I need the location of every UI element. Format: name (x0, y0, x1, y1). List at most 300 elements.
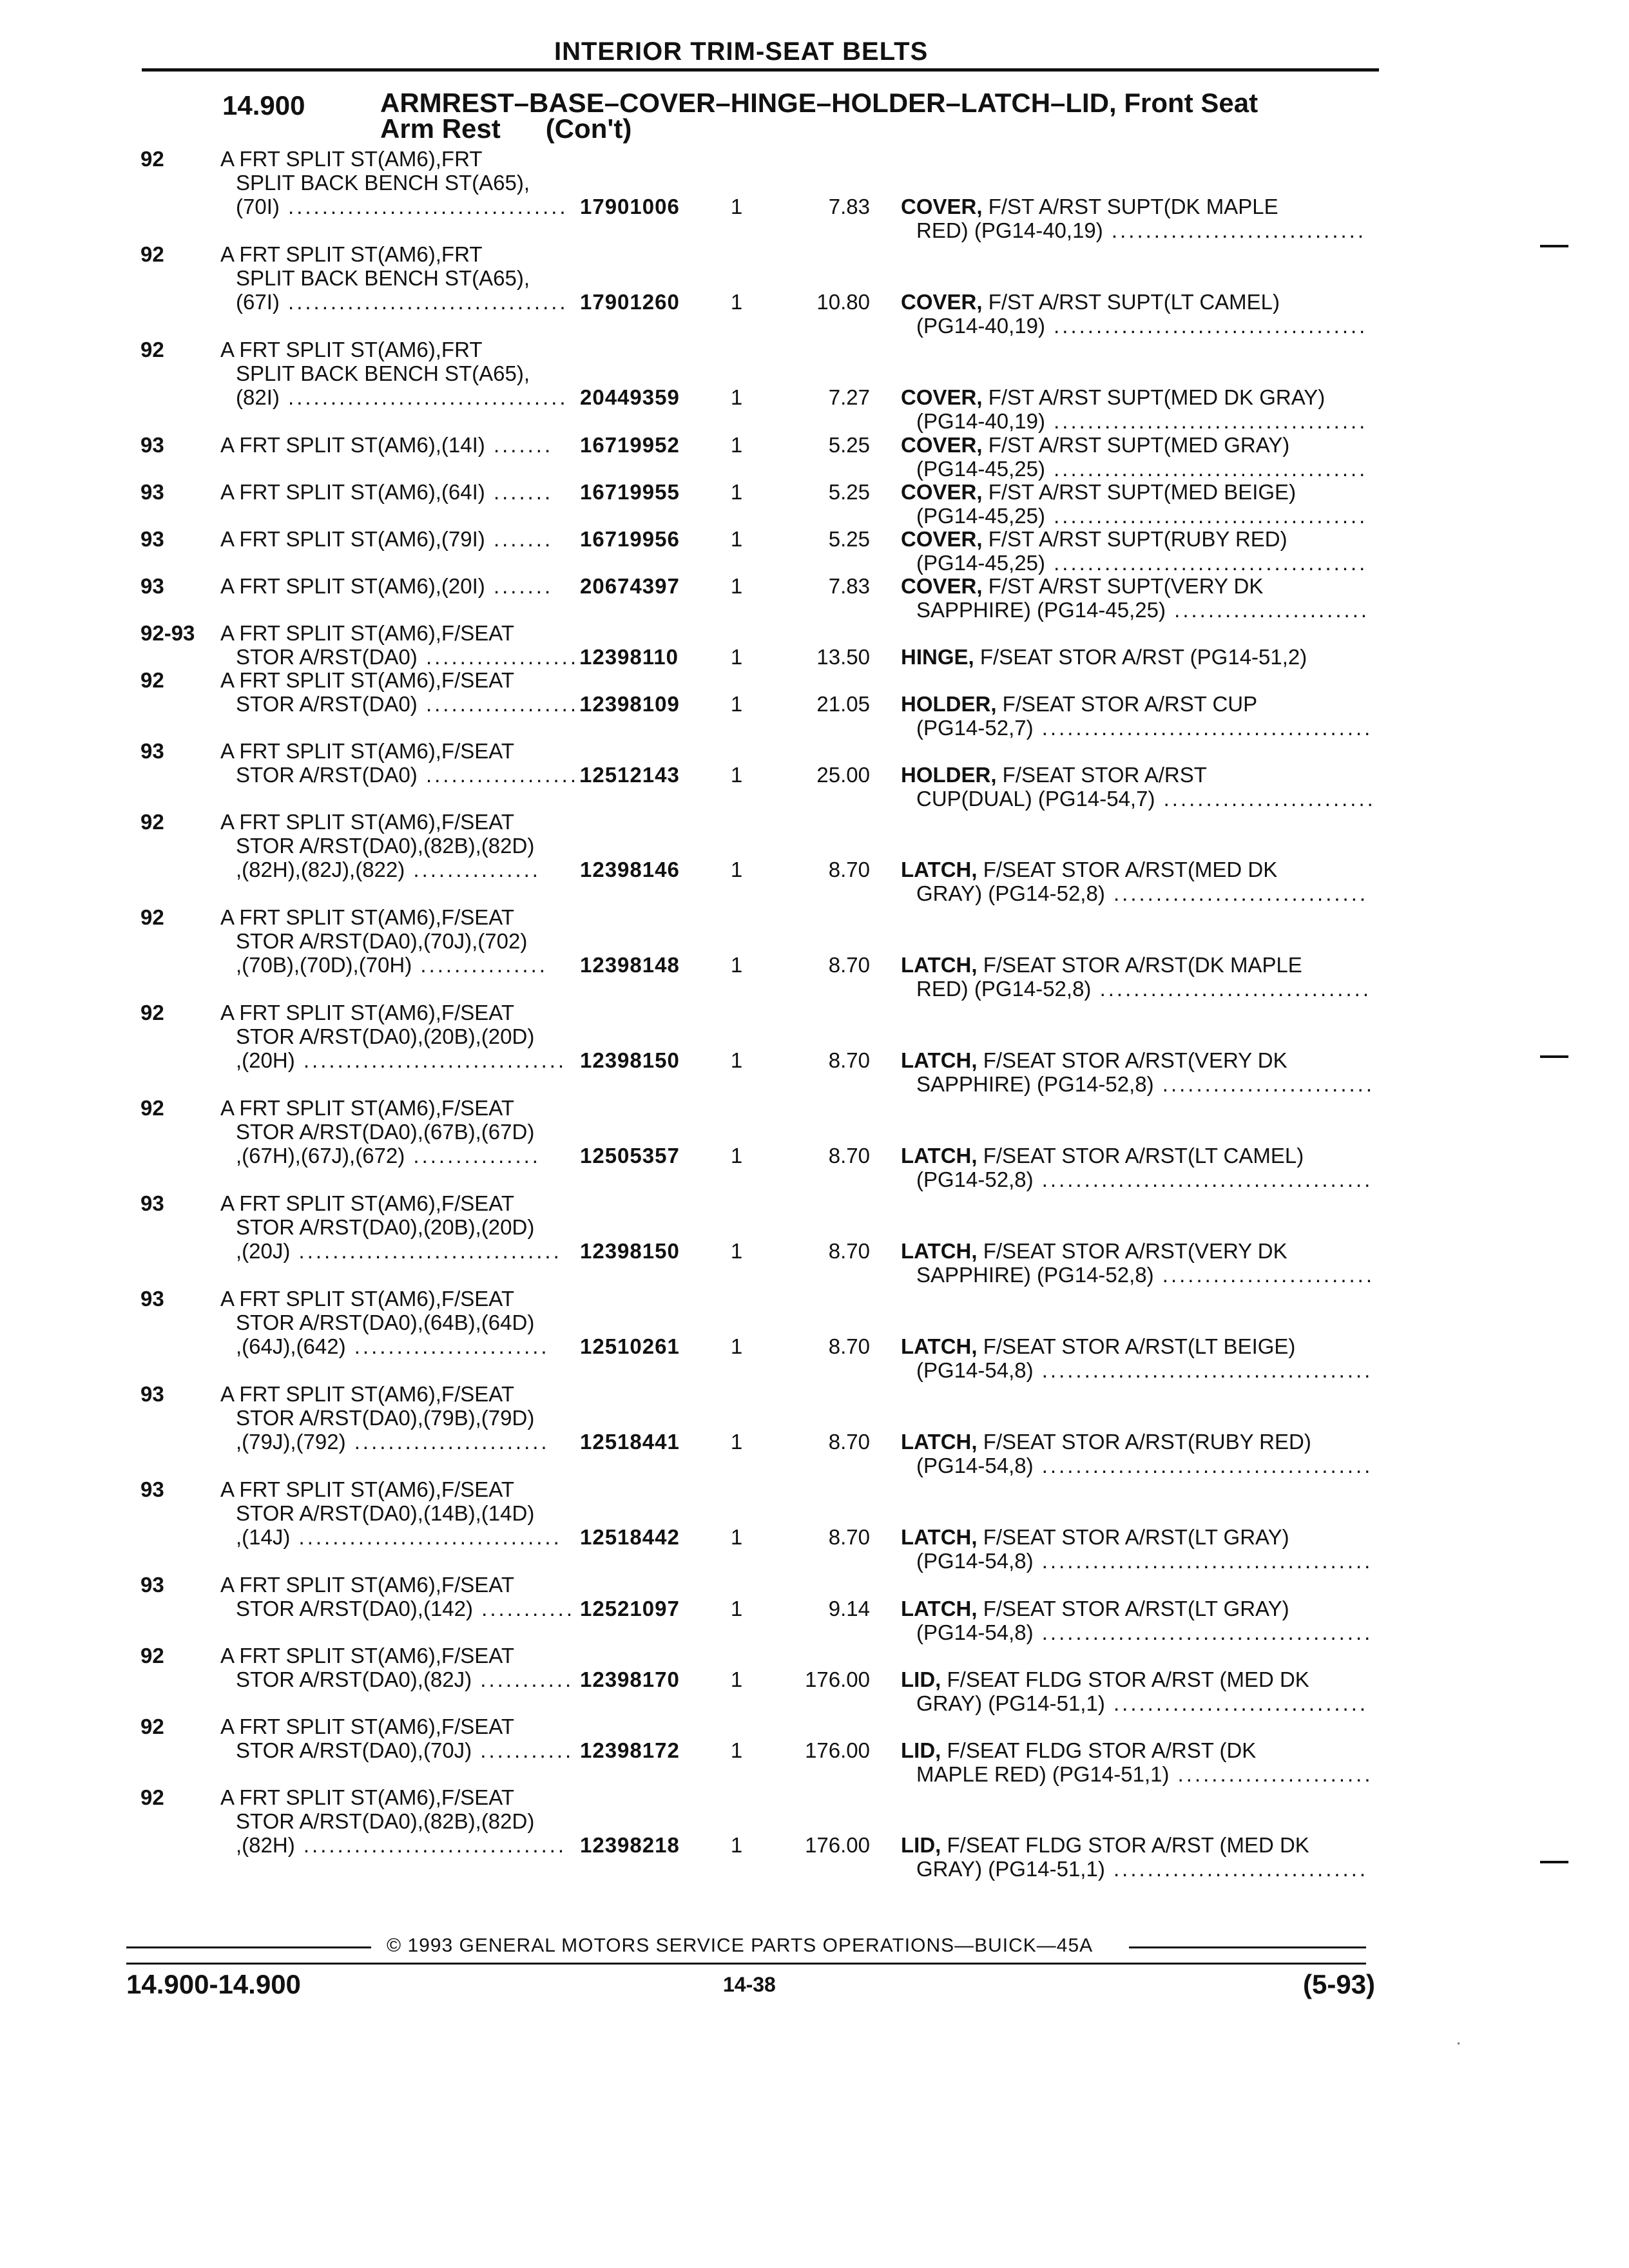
part-number: 12512143 (580, 763, 680, 787)
usage-line (220, 1001, 568, 1024)
usage-text: A FRT SPLIT ST(AM6),F/SEAT (220, 1644, 514, 1667)
usage-text: A FRT SPLIT ST(AM6),FRT (220, 147, 483, 171)
part-description-text: LATCH, F/SEAT STOR A/RST(LT BEIGE) (901, 1334, 1296, 1358)
usage-line (220, 1573, 568, 1597)
usage-description (220, 338, 568, 409)
part-description-line (901, 977, 1378, 1001)
part-description-text: SAPPHIRE) (PG14-52,8) (916, 1072, 1154, 1096)
usage-text: ,(82H),(82J),(822) (236, 858, 405, 881)
quantity: 1 (730, 1597, 743, 1620)
usage-text: ,(82H) (236, 1833, 295, 1857)
usage-text: A FRT SPLIT ST(AM6),F/SEAT (220, 1096, 514, 1120)
usage-text: STOR A/RST(DA0),(20B),(20D) (236, 1215, 535, 1239)
usage-text: SPLIT BACK BENCH ST(A65), (236, 361, 530, 385)
leader-dots: ....... (485, 527, 554, 551)
usage-text: SPLIT BACK BENCH ST(A65), (236, 171, 530, 195)
usage-description (220, 1785, 568, 1857)
leader-dots: ........... (472, 1667, 574, 1691)
part-description-line (901, 1168, 1378, 1191)
quantity: 1 (730, 953, 743, 977)
usage-line (220, 739, 568, 763)
usage-text: STOR A/RST(DA0),(82B),(82D) (236, 1809, 535, 1833)
part-description-text: SAPPHIRE) (PG14-52,8) (916, 1263, 1154, 1287)
usage-description (220, 668, 588, 716)
part-description-line (901, 1263, 1378, 1287)
illustration-number: 92-93 (140, 621, 195, 645)
usage-text: STOR A/RST(DA0),(70J) (236, 1738, 472, 1762)
part-description-line (901, 787, 1378, 811)
usage-text: STOR A/RST(DA0),(82B),(82D) (236, 834, 535, 858)
leader-dots: ....................................... (1033, 1168, 1373, 1191)
leader-dots: ........... (472, 1738, 574, 1762)
part-number: 12398150 (580, 1239, 680, 1263)
usage-text: A FRT SPLIT ST(AM6),FRT (220, 242, 483, 266)
part-description-line (901, 195, 1378, 218)
part-description-line (901, 1144, 1378, 1168)
part-number: 12398109 (580, 692, 680, 716)
part-description-line (901, 314, 1378, 338)
section-code: 14.900 (222, 90, 305, 120)
part-description-text: COVER, F/ST A/RST SUPT(RUBY RED) (901, 527, 1287, 551)
price: 5.25 (828, 480, 870, 504)
section-title-line2-wrap (380, 113, 1258, 144)
part-number: 17901006 (580, 195, 680, 218)
illustration-number: 92 (140, 668, 164, 692)
part-description-line (901, 433, 1378, 457)
page-header-title: INTERIOR TRIM-SEAT BELTS (554, 37, 929, 66)
part-number: 12398150 (580, 1048, 680, 1072)
part-number: 12521097 (580, 1597, 680, 1620)
leader-dots: ............... (405, 1144, 541, 1168)
usage-line (220, 1644, 568, 1667)
usage-text: A FRT SPLIT ST(AM6),F/SEAT (220, 1287, 514, 1311)
usage-description (220, 574, 568, 598)
part-description-text: (PG14-54,8) (916, 1620, 1034, 1644)
usage-text: SPLIT BACK BENCH ST(A65), (236, 266, 530, 290)
price: 8.70 (828, 1334, 870, 1358)
leader-dots: ................... (417, 763, 588, 787)
quantity: 1 (730, 480, 743, 504)
leader-dots: ................... (417, 645, 588, 669)
part-description-text: HOLDER, F/SEAT STOR A/RST (901, 763, 1207, 787)
part-number: 16719956 (580, 527, 680, 551)
scan-speck (1458, 2042, 1460, 2044)
usage-text: A FRT SPLIT ST(AM6),F/SEAT (220, 810, 514, 834)
part-description-line (901, 953, 1378, 977)
part-description-line (901, 480, 1378, 504)
usage-line (220, 290, 568, 314)
usage-text: A FRT SPLIT ST(AM6),F/SEAT (220, 1715, 514, 1738)
part-description-line (901, 1358, 1378, 1382)
usage-line (220, 1738, 574, 1762)
leader-dots: ............... (405, 858, 541, 881)
usage-text: STOR A/RST(DA0),(20B),(20D) (236, 1024, 535, 1048)
usage-line (220, 147, 568, 171)
price: 5.25 (828, 433, 870, 457)
leader-dots: ................................. (279, 195, 568, 218)
illustration-number: 92 (140, 810, 164, 834)
usage-line (220, 1239, 568, 1263)
illustration-number: 92 (140, 1715, 164, 1738)
usage-description (220, 527, 568, 551)
price: 7.83 (828, 195, 870, 218)
part-description (901, 195, 1378, 242)
usage-line (220, 1785, 568, 1809)
part-description-line (901, 1620, 1378, 1644)
header-rule (142, 68, 1379, 72)
usage-text: STOR A/RST(DA0) (236, 763, 418, 787)
part-description-text: GRAY) (PG14-52,8) (916, 881, 1105, 905)
usage-line (220, 361, 568, 385)
part-description (901, 858, 1378, 905)
part-description-text: COVER, F/ST A/RST SUPT(MED GRAY) (901, 433, 1290, 457)
part-number: 12518442 (580, 1525, 680, 1549)
part-description (901, 290, 1378, 338)
price: 8.70 (828, 1239, 870, 1263)
part-description-text: LATCH, F/SEAT STOR A/RST(LT GRAY) (901, 1597, 1289, 1620)
part-description-line (901, 692, 1378, 716)
part-number: 16719952 (580, 433, 680, 457)
part-description-text: RED) (PG14-52,8) (916, 977, 1092, 1001)
part-number: 12398146 (580, 858, 680, 881)
part-description-text: (PG14-54,8) (916, 1549, 1034, 1573)
part-description-line (901, 504, 1378, 528)
usage-line (220, 574, 568, 598)
usage-line (220, 1311, 568, 1334)
part-description-line (901, 645, 1378, 669)
usage-line (220, 1809, 568, 1833)
part-description-line (901, 881, 1378, 905)
leader-dots: ..................................... (1045, 409, 1368, 433)
quantity: 1 (730, 574, 743, 598)
usage-line (220, 1144, 568, 1168)
usage-line (220, 1430, 568, 1454)
usage-line (220, 1477, 568, 1501)
quantity: 1 (730, 645, 743, 669)
part-description (901, 1738, 1378, 1786)
usage-description (220, 1477, 568, 1549)
usage-line (220, 1597, 575, 1620)
price: 176.00 (805, 1667, 870, 1691)
usage-text: STOR A/RST(DA0),(142) (236, 1597, 473, 1620)
usage-text: (67I) (236, 290, 280, 314)
leader-dots: .............................. (1103, 218, 1366, 242)
usage-text: A FRT SPLIT ST(AM6),F/SEAT (220, 1382, 514, 1406)
part-description-text: COVER, F/ST A/RST SUPT(DK MAPLE (901, 195, 1278, 218)
leader-dots: ..................................... (1045, 551, 1368, 575)
leader-dots: ......................... (1155, 787, 1376, 811)
part-description (901, 1239, 1378, 1287)
usage-line (220, 480, 568, 504)
part-number: 12398172 (580, 1738, 680, 1762)
part-description-text: LATCH, F/SEAT STOR A/RST(VERY DK (901, 1048, 1287, 1072)
part-number: 12398148 (580, 953, 680, 977)
usage-line (220, 810, 568, 834)
usage-description (220, 1715, 574, 1762)
part-description (901, 763, 1378, 811)
usage-description (220, 810, 568, 881)
part-description-text: (PG14-40,19) (916, 314, 1045, 338)
section-title-line1: ARMREST–BASE–COVER–HINGE–HOLDER–LATCH–LID, Front Seat (380, 88, 1258, 118)
usage-description (220, 621, 588, 669)
leader-dots: ..................................... (1045, 504, 1368, 528)
leader-dots: ............................... (290, 1525, 562, 1549)
usage-description (220, 1001, 568, 1072)
illustration-number: 93 (140, 1382, 164, 1406)
part-description-line (901, 1430, 1378, 1454)
part-description (901, 1525, 1378, 1573)
price: 21.05 (816, 692, 870, 716)
leader-dots: ....... (485, 480, 554, 504)
part-description (901, 1334, 1378, 1382)
usage-text: ,(20H) (236, 1048, 295, 1072)
usage-line (220, 195, 568, 218)
usage-line (220, 266, 568, 290)
usage-text: A FRT SPLIT ST(AM6),(14I) (220, 433, 485, 457)
footer-rule (126, 1963, 1366, 1965)
usage-description (220, 433, 568, 457)
usage-description (220, 480, 568, 504)
part-description-line (901, 385, 1378, 409)
usage-text: A FRT SPLIT ST(AM6),F/SEAT (220, 668, 514, 692)
illustration-number: 93 (140, 739, 164, 763)
part-number: 12518441 (580, 1430, 680, 1454)
section-title-continued: (Con't) (545, 113, 632, 144)
illustration-number: 93 (140, 1287, 164, 1311)
part-description-text: LATCH, F/SEAT STOR A/RST(DK MAPLE (901, 953, 1302, 977)
usage-line (220, 1096, 568, 1120)
usage-line (220, 858, 568, 881)
footer-page-number: 14-38 (723, 1973, 776, 1996)
quantity: 1 (730, 195, 743, 218)
leader-dots: ......................... (1153, 1072, 1375, 1096)
usage-line (220, 527, 568, 551)
usage-line (220, 1715, 568, 1738)
part-description-text: COVER, F/ST A/RST SUPT(MED BEIGE) (901, 480, 1296, 504)
part-number: 20674397 (580, 574, 680, 598)
usage-line (220, 645, 588, 669)
part-description-line (901, 1597, 1378, 1620)
part-description-text: HINGE, F/SEAT STOR A/RST (PG14-51,2) (901, 645, 1307, 669)
part-description-text: SAPPHIRE) (PG14-45,25) (916, 598, 1166, 622)
illustration-number: 92 (140, 1785, 164, 1809)
illustration-number: 92 (140, 147, 164, 171)
part-description-text: (PG14-54,8) (916, 1454, 1034, 1477)
part-description-line (901, 598, 1378, 622)
usage-line (220, 1667, 574, 1691)
footer-date: (5-93) (1303, 1969, 1376, 1999)
usage-text: A FRT SPLIT ST(AM6),(20I) (220, 574, 485, 598)
quantity: 1 (730, 1239, 743, 1263)
leader-dots: ....................................... (1033, 716, 1373, 740)
illustration-number: 93 (140, 433, 164, 457)
part-description-line (901, 551, 1378, 575)
part-description-line (901, 763, 1378, 787)
part-description (901, 1667, 1378, 1715)
usage-description (220, 1191, 568, 1263)
illustration-number: 92 (140, 905, 164, 929)
part-description-line (901, 1334, 1378, 1358)
leader-dots: .............................. (1104, 1691, 1369, 1715)
part-description-line (901, 1762, 1378, 1786)
price: 25.00 (816, 763, 870, 787)
usage-line (220, 929, 568, 953)
leader-dots: ....................... (1165, 598, 1370, 622)
leader-dots: .............................. (1104, 1857, 1369, 1881)
usage-text: ,(70B),(70D),(70H) (236, 953, 412, 977)
usage-text: STOR A/RST(DA0),(64B),(64D) (236, 1311, 535, 1334)
illustration-number: 92 (140, 242, 164, 266)
part-description-line (901, 1525, 1378, 1549)
part-description-text: LATCH, F/SEAT STOR A/RST(LT GRAY) (901, 1525, 1289, 1549)
part-number: 12398170 (580, 1667, 680, 1691)
usage-line (220, 905, 568, 929)
part-description-line (901, 290, 1378, 314)
part-description-text: LID, F/SEAT FLDG STOR A/RST (MED DK (901, 1667, 1309, 1691)
usage-description (220, 1382, 568, 1454)
usage-line (220, 1501, 568, 1525)
leader-dots: ..................................... (1045, 314, 1368, 338)
part-description-text: GRAY) (PG14-51,1) (916, 1857, 1105, 1881)
quantity: 1 (730, 290, 743, 314)
price: 5.25 (828, 527, 870, 551)
margin-mark (1540, 245, 1568, 247)
quantity: 1 (730, 1833, 743, 1857)
quantity: 1 (730, 1430, 743, 1454)
part-description-line (901, 1857, 1378, 1881)
usage-description (220, 1644, 574, 1691)
usage-text: STOR A/RST(DA0),(67B),(67D) (236, 1120, 535, 1144)
part-description (901, 1597, 1378, 1644)
part-description-text: LATCH, F/SEAT STOR A/RST(MED DK (901, 858, 1278, 881)
leader-dots: ................... (417, 692, 588, 716)
leader-dots: ........... (472, 1597, 575, 1620)
usage-text: STOR A/RST(DA0) (236, 645, 418, 669)
usage-text: A FRT SPLIT ST(AM6),FRT (220, 338, 483, 361)
usage-text: ,(20J) (236, 1239, 291, 1263)
usage-text: A FRT SPLIT ST(AM6),F/SEAT (220, 739, 514, 763)
quantity: 1 (730, 433, 743, 457)
part-number: 12505357 (580, 1144, 680, 1168)
leader-dots: ..................................... (1045, 457, 1368, 481)
usage-line (220, 621, 568, 645)
usage-line (220, 953, 568, 977)
part-description-text: (PG14-52,8) (916, 1168, 1034, 1191)
leader-dots: ....... (485, 574, 554, 598)
illustration-number: 93 (140, 574, 164, 598)
usage-text: STOR A/RST(DA0),(14B),(14D) (236, 1501, 535, 1525)
part-description-line (901, 1667, 1378, 1691)
part-number: 17901260 (580, 290, 680, 314)
leader-dots: ....................... (345, 1334, 550, 1358)
leader-dots: ............... (412, 953, 548, 977)
leader-dots: ....................................... (1033, 1454, 1373, 1477)
usage-text: ,(79J),(792) (236, 1430, 346, 1454)
footer-copyright: © 1993 GENERAL MOTORS SERVICE PARTS OPERATIONS—BUICK—45A (387, 1935, 1094, 1956)
part-description (901, 1048, 1378, 1096)
part-description-line (901, 1833, 1378, 1857)
leader-dots: ................................. (279, 385, 568, 409)
part-description (901, 527, 1378, 575)
leader-dots: ............................... (294, 1048, 567, 1072)
margin-mark (1540, 1055, 1568, 1058)
quantity: 1 (730, 385, 743, 409)
usage-text: STOR A/RST(DA0) (236, 692, 418, 716)
price: 8.70 (828, 1048, 870, 1072)
part-description (901, 1833, 1378, 1881)
quantity: 1 (730, 1667, 743, 1691)
part-description-text: COVER, F/ST A/RST SUPT(VERY DK (901, 574, 1264, 598)
illustration-number: 92 (140, 1001, 164, 1024)
illustration-number: 93 (140, 1573, 164, 1597)
usage-text: A FRT SPLIT ST(AM6),F/SEAT (220, 1573, 514, 1597)
part-description-text: LATCH, F/SEAT STOR A/RST(VERY DK (901, 1239, 1287, 1263)
usage-text: ,(64J),(642) (236, 1334, 346, 1358)
illustration-number: 92 (140, 1096, 164, 1120)
usage-line (220, 668, 568, 692)
price: 8.70 (828, 858, 870, 881)
usage-line (220, 171, 568, 195)
price: 8.70 (828, 953, 870, 977)
part-description-line (901, 409, 1378, 433)
usage-line (220, 1191, 568, 1215)
price: 176.00 (805, 1833, 870, 1857)
usage-text: A FRT SPLIT ST(AM6),F/SEAT (220, 1785, 514, 1809)
part-description-line (901, 1549, 1378, 1573)
part-number: 20449359 (580, 385, 680, 409)
part-description (901, 480, 1378, 528)
usage-text: ,(14J) (236, 1525, 291, 1549)
part-description-text: (PG14-45,25) (916, 551, 1045, 575)
part-description-line (901, 574, 1378, 598)
part-number: 12398110 (580, 645, 679, 669)
leader-dots: ......................... (1153, 1263, 1375, 1287)
illustration-number: 93 (140, 527, 164, 551)
illustration-number: 92 (140, 1644, 164, 1667)
illustration-number: 93 (140, 1477, 164, 1501)
usage-text: STOR A/RST(DA0),(70J),(702) (236, 929, 528, 953)
leader-dots: ................................ (1091, 977, 1371, 1001)
footer-rule-right (1129, 1946, 1366, 1948)
quantity: 1 (730, 1144, 743, 1168)
leader-dots: ............................... (294, 1833, 567, 1857)
usage-line (220, 1287, 568, 1311)
quantity: 1 (730, 1048, 743, 1072)
part-description-text: (PG14-45,25) (916, 504, 1045, 528)
usage-text: A FRT SPLIT ST(AM6),(64I) (220, 480, 485, 504)
price: 7.27 (828, 385, 870, 409)
quantity: 1 (730, 1525, 743, 1549)
usage-line (220, 692, 588, 716)
part-description-text: (PG14-45,25) (916, 457, 1045, 481)
part-number: 12510261 (580, 1334, 680, 1358)
part-description (901, 1144, 1378, 1191)
part-description-text: HOLDER, F/SEAT STOR A/RST CUP (901, 692, 1258, 716)
usage-text: (82I) (236, 385, 280, 409)
part-description-text: MAPLE RED) (PG14-51,1) (916, 1762, 1170, 1786)
usage-line (220, 1048, 568, 1072)
price: 8.70 (828, 1525, 870, 1549)
usage-line (220, 1120, 568, 1144)
part-number: 12398218 (580, 1833, 680, 1857)
part-description-line (901, 1738, 1378, 1762)
price: 8.70 (828, 1144, 870, 1168)
usage-text: STOR A/RST(DA0),(79B),(79D) (236, 1406, 535, 1430)
part-description-line (901, 457, 1378, 481)
usage-description (220, 147, 568, 218)
part-description (901, 953, 1378, 1001)
part-description-text: COVER, F/ST A/RST SUPT(LT CAMEL) (901, 290, 1280, 314)
